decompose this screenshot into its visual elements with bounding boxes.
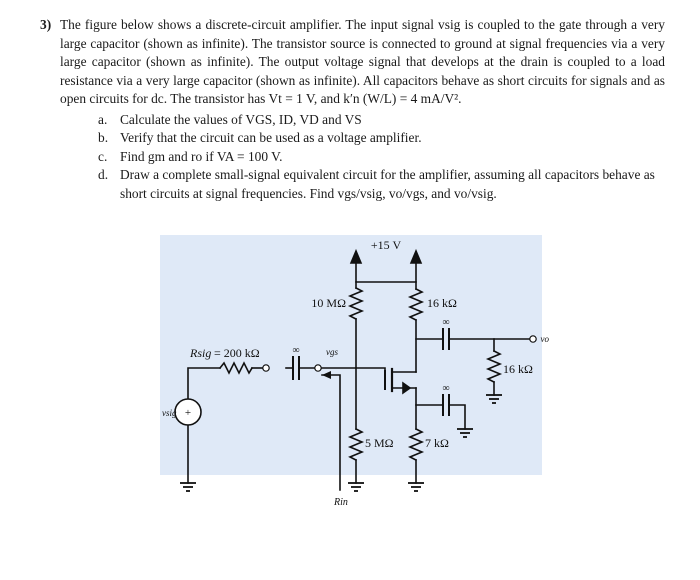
r-sig-symbol: Rsig [190,346,212,360]
part-a [98,111,665,130]
output-cap-infinity: ∞ [442,317,450,328]
supply-label: +15 V [370,238,402,252]
vo-label: vo [540,334,549,344]
ground-icon [180,483,196,491]
part-label: c. [98,148,108,164]
part-c [98,148,665,167]
part-text: Verify that the circuit can be used as a voltage amplifier. [120,130,422,145]
part-b [98,129,665,148]
rin-label: Rin [334,497,348,508]
part-label: d. [98,167,109,182]
ground-icon [348,483,364,491]
r-sig-value: = 200 kΩ [214,346,260,360]
problem-3 [40,16,665,203]
gate-node-circle [315,365,321,371]
r-source-label: 7 kΩ [425,436,449,450]
vsig-label: vsig [162,408,177,418]
part-label: a. [98,111,108,127]
r-drain-label: 16 kΩ [427,296,457,310]
r-gate-top-label: 10 MΩ [311,296,346,310]
part-text: Draw a complete small-signal equivalent circuit for the amplifier, assuming all capacitors behave as short circuits at signal frequencies. Find vgs/vsig, vo/vgs, and vo/vsig. [120,167,655,201]
part-label: b. [98,130,109,145]
vgs-label: vgs [326,347,338,357]
part-d [98,166,665,203]
source-plus-sign: + [184,407,192,419]
bypass-cap-infinity: ∞ [442,383,450,394]
r-load-label: 16 kΩ [503,362,533,376]
part-text: Calculate the values of VGS, ID, VD and VS [120,111,362,127]
problem-parts [98,111,665,204]
problem-statement: The figure below shows a discrete-circuit amplifier. The input signal vsig is coupled to the gate through a very large capacitor (shown as infinite). The transistor source is connected to ground at signal frequencies via a very large capacitor (shown as infinite). The output voltage signal that develops at the drain is coupled to a load resistance via a very large capacitor (shown as infinite). All capacitors behave as short circuits for signals and as open circuits for dc. The transistor has Vt = 1 V, and k′n (W/L) = 4 mA/V². [60,17,665,106]
amplifier-circuit-diagram [140,233,549,578]
input-cap-infinity: ∞ [292,345,300,356]
r-gate-bottom-label: 5 MΩ [365,436,394,450]
problem-number: 3) [40,17,52,32]
ground-icon [408,483,424,491]
input-node-circle [263,365,269,371]
output-node-circle [530,336,536,342]
part-text: Find gm and ro if VA = 100 V. [120,148,283,164]
